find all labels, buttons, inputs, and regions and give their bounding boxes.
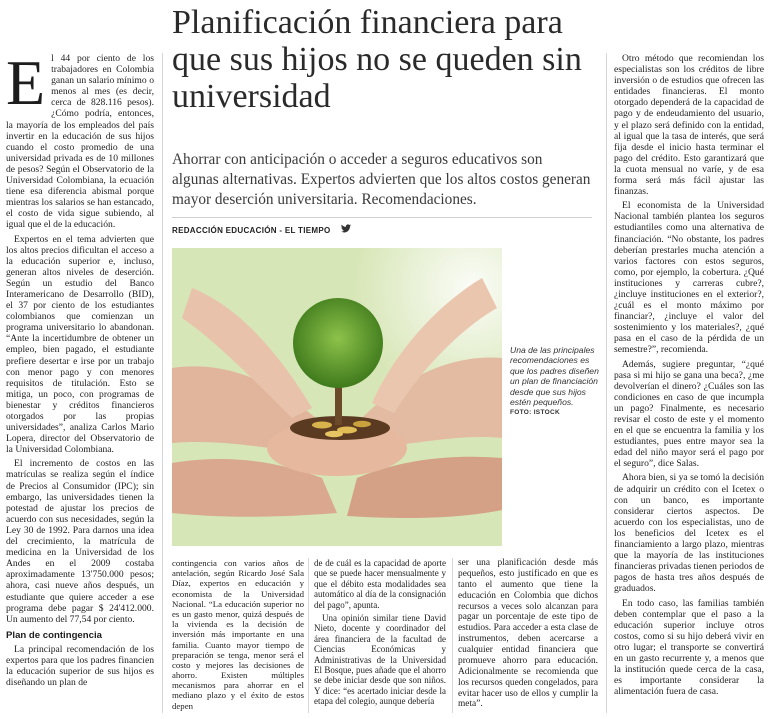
column-divider	[308, 558, 309, 713]
photo-caption	[510, 345, 602, 419]
byline-text: REDACCIÓN EDUCACIÓN - EL TIEMPO	[172, 226, 331, 235]
caption-text: Una de las principales recomendaciones es que los padres diseñen un plan de financiación desde que sus hijos estén pequeños.	[510, 345, 599, 408]
paragraph: contingencia con varios años de antelación, según Ricardo José Sala Díaz, expertos en educación y economista de la Universidad Nacional. “La educación superior no es un gasto menor, quizá después de la vivienda es la decisión de inversión más importante en una familia. Cuanto mayor tiempo de preparación se tenga, menor será el costo y mejores las decisiones de ahorro. Existen múltiples mecanismos para ahorrar en el mediano plazo y el éxito de estos depen	[172, 558, 304, 711]
twitter-icon	[341, 224, 351, 235]
column-divider	[606, 53, 607, 713]
subheading: Plan de contingencia	[6, 629, 102, 641]
column-divider	[452, 558, 453, 713]
byline	[172, 217, 592, 235]
paragraph: de de cuál es la capacidad de aporte que se puede hacer mensualmente y que el débito esta modalidades sea automático al día de la consignación del pago”, apunta.	[314, 558, 446, 610]
article-deck: Ahorrar con anticipación o acceder a seguros educativos son algunas alternativas. Expertos advierten que los altos costos generan mayor deserción universitaria. Recomendaciones.	[172, 151, 591, 208]
paragraph: ser una planificación desde más pequeños, esto justificado en que es tanto el aumento que tiene la educación en Colombia que dichos recursos a veces solo alcanzan para pagar un porcentaje de este tipo de estudios. Para acceder a esta clase de instrumentos, deben acercarse a cualquier entidad financiera que promueve ahorro para educación. Adicionalmente se recomienda que los recursos queden congelados, para evitar hacer uso de ellos y cumplir la meta”.	[458, 558, 598, 710]
article-photo	[172, 248, 502, 546]
photo-credit: FOTO: ISTOCK	[510, 409, 560, 417]
paragraph: El incremento de costos en las matrículas se realiza según el índice de Precios al Consumidor (IPC); sin embargo, las universidades tienen la potestad de ajustar los precios de acuerdo con sus necesidades, según la Ley 30 de 1992. Para darnos una idea del crecimiento, la matrícula de medicina en la Universidad de los Andes en el 2009 costaba aproximadamente 13'750.000 pesos; ahora, casi nueve años después, un estudiante que quiere acceder a ese programa debe pagar $ 24'412.000. Un aumento del 77,54 por ciento.	[6, 458, 154, 625]
column-divider	[162, 53, 163, 713]
article-column-3	[314, 558, 446, 710]
paragraph: Una opinión similar tiene David Nieto, docente y coordinador del área financiera de la facultad de Ciencias Económicas y Administrativas de la Universidad El Bosque, pues añade que el ahorro se debe iniciar desde que son niños. Y dice: “es acertado iniciar desde la etapa del colegio, aunque debería	[314, 613, 446, 707]
paragraph: El economista de la Universidad Nacional también plantea los seguros estudiantiles como una alternativa de financiación. “No obstante, los padres deberían prestarles mucha atención a varios factores con estos seguros, como, por ejemplo, la cobertura. ¿Qué instituciones y carreras cubre?, ¿incluye instituciones en el exterior?, ¿cuál es el monto máximo por financiar?, ¿incluye el valor del sostenimiento y los materiales?, ¿qué pasa en el caso de la pérdida de un semestre?”, recomienda.	[614, 200, 764, 356]
drop-cap: E	[6, 47, 46, 118]
article-column-1	[6, 47, 154, 691]
article-column-5	[614, 53, 764, 700]
paragraph: El 44 por ciento de los trabajadores en Colombia ganan un salario mínimo o menos al mes (es decir, cerca de 828.116 pesos). ¿Cómo podría, entonces, la mayoría de los empleados del país invertir en la educación de sus hijos cuando el costo promedio de una universidad privada es de 10 millones de pesos? Según el Observatorio de la Universidad Colombiana, la ecuación tiene esa diferencia abismal porque mientras los salarios se han estancado, el costo de vida sigue subiendo, al igual que el de la educación.	[6, 47, 154, 231]
paragraph: Además, sugiere preguntar, “¿qué pasa si mi hijo se gana una beca?, ¿me devolverían el dinero? ¿Cuáles son las condiciones en caso de que incumpla un pago? Finalmente, es necesario revisar el costo de este y el momento en el que se encuentra la familia y los estudiantes, pues entre mayor sea la edad del niño mayor será el pago por el seguro”, dice Salas.	[614, 358, 764, 470]
article-column-2	[172, 558, 304, 714]
paragraph: Otro método que recomiendan los especialistas son los créditos de libre inversión o de estudios que ofrecen las entidades financieras. El monto otorgado dependerá de la capacidad de pago y de endeudamiento del usuario, y el plazo será definido con la entidad, al igual que la tasa de interés, que será fija desde el inicio hasta terminar el pago del crédito. Esto garantizará que la cuota mensual no varíe, y de esa forma será más fácil ajustar las finanzas.	[614, 53, 764, 198]
paragraph: Expertos en el tema advierten que los altos precios dificultan el acceso a la educación superior e, incluso, generan altos niveles de deserción. Según un estudio del Banco Interamericano de Desarrollo (BID), el 37 por ciento de los estudiantes colombianos que comienzan un programa universitario lo abandonan. “Ante la incertidumbre de obtener un empleo, bien pagado, el estudiante prefiere desertar e irse por un trabajo con menor pago y con menores requisitos de titulación. Esto se mitiga, un poco, con programas de bienestar y créditos financieros otorgados por las propias universidades”, analiza Carlos Mario Lopera, director del Observatorio de la Universidad Colombiana.	[6, 233, 154, 456]
paragraph: Ahora bien, si ya se tomó la decisión de adquirir un crédito con el Icetex o con un banco, es importante considerar ciertos aspectos. De acuerdo con los especialistas, uno de los beneficios del Icetex es el financiamiento a largo plazo, mientras que la mayoría de las instituciones financieras privadas tienen periodos de pagos de hasta tres años después de graduados.	[614, 472, 764, 595]
article-headline: Planificación financiera para que sus hijos no se queden sin universidad	[172, 4, 582, 115]
paragraph: En todo caso, las familias también deben contemplar que el paso a la educación superior incluye otros costos, como si su hijo deberá vivir en otro lugar; el transporte se convertirá en un gasto recurrente y, a menos que la institución quede cerca de la casa, es importante considerar la alimentación fuera de casa.	[614, 597, 764, 698]
article-column-4	[458, 558, 598, 713]
paragraph: La principal recomendación de los expertos para que los padres financien la educación superior de sus hijos es diseñando un plan de	[6, 643, 154, 689]
